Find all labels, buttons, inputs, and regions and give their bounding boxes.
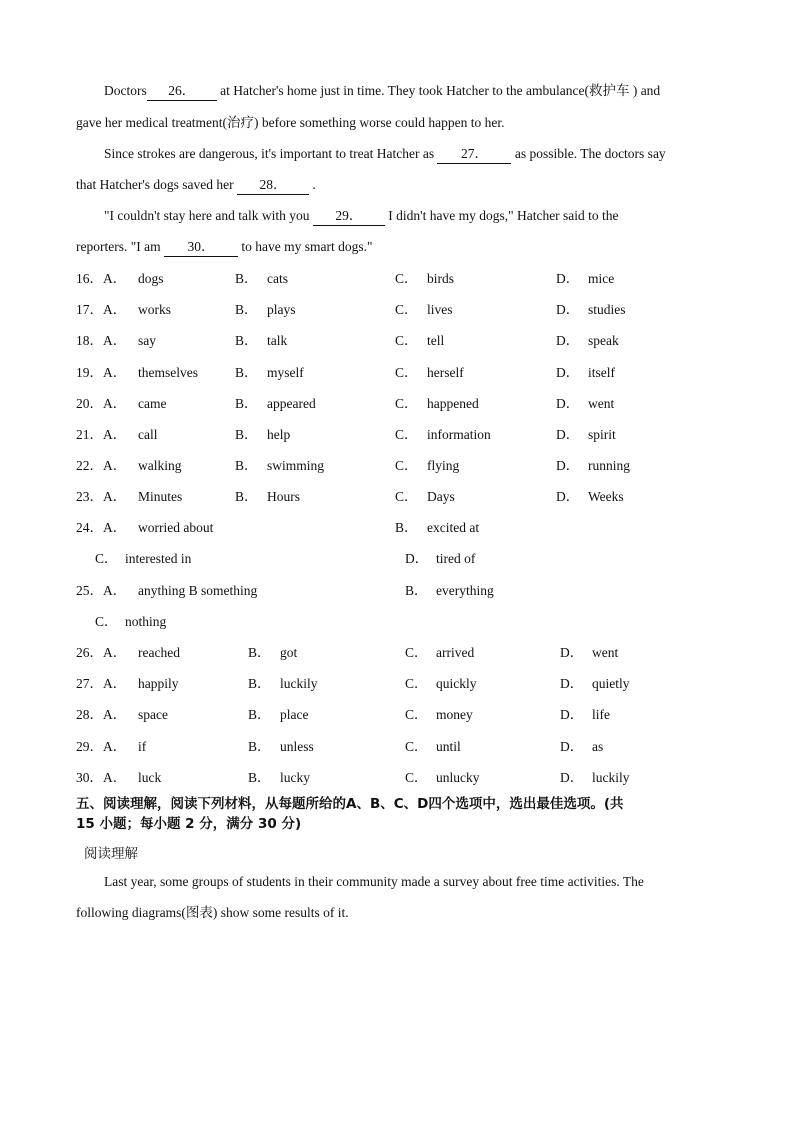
- question-21-d[interactable]: spirit: [588, 427, 616, 442]
- question-23-num: 23．A．: [76, 489, 127, 505]
- question-16-num: 16．A．: [76, 271, 127, 286]
- question-25-b-label: B．: [405, 583, 428, 598]
- question-19-num: 19．A．: [76, 364, 127, 380]
- question-16-a[interactable]: dogs: [138, 271, 164, 286]
- question-20-d[interactable]: went: [588, 395, 615, 411]
- question-22-b-label: B．: [235, 458, 258, 474]
- passage-text: Doctors: [104, 83, 147, 98]
- question-21-d-label: D．: [556, 427, 580, 442]
- passage-text: .: [309, 177, 316, 192]
- question-30-c-label: C．: [405, 769, 428, 785]
- question-23-a[interactable]: Minutes: [138, 489, 183, 505]
- question-27-num: 27．A．: [76, 676, 127, 692]
- question-30-c[interactable]: unlucky: [436, 769, 480, 785]
- intro-line-1: Last year, some groups of students in their community made a survey about free time activities. The: [104, 874, 644, 889]
- question-16-d[interactable]: mice: [588, 271, 615, 286]
- question-24-option-a[interactable]: worried about: [138, 520, 214, 535]
- question-22-d[interactable]: running: [588, 458, 630, 474]
- question-23-b[interactable]: Hours: [267, 489, 300, 505]
- intro-line-2: following diagrams(图表) show some results of it.: [76, 905, 349, 920]
- blank-28: 28．: [237, 176, 309, 195]
- question-28-b[interactable]: place: [280, 707, 309, 723]
- question-28-b-label: B．: [248, 707, 271, 723]
- question-16-d-label: D．: [556, 271, 580, 286]
- question-19-c[interactable]: herself: [427, 364, 464, 380]
- question-28-c[interactable]: money: [436, 707, 473, 723]
- question-22-d-label: D．: [556, 458, 580, 474]
- question-21-num: 21．A．: [76, 427, 127, 442]
- question-23-d-label: D．: [556, 489, 580, 505]
- question-29-c-label: C．: [405, 738, 428, 754]
- passage-text: I didn't have my dogs," Hatcher said to the: [384, 208, 619, 223]
- question-17-d-label: D．: [556, 302, 580, 318]
- question-16-c-label: C．: [395, 271, 418, 286]
- question-22-b[interactable]: swimming: [267, 458, 325, 474]
- passage-line-2: gave her medical treatment(治疗) before something worse could happen to her.: [76, 115, 505, 130]
- question-25-option-b[interactable]: everything: [436, 583, 494, 598]
- question-19-b-label: B．: [235, 364, 258, 380]
- section-heading-line-2: 15 小题；每小题 2 分，满分 30 分): [76, 816, 302, 832]
- question-27-c[interactable]: quickly: [436, 676, 477, 692]
- question-19-c-label: C．: [395, 364, 418, 380]
- question-27-b-label: B．: [248, 676, 271, 692]
- question-23-b-label: B．: [235, 489, 258, 505]
- question-20-a[interactable]: came: [138, 395, 167, 411]
- question-30-a[interactable]: luck: [138, 769, 162, 785]
- question-27-a[interactable]: happily: [138, 676, 179, 692]
- question-26-a[interactable]: reached: [138, 645, 180, 660]
- question-28-num: 28．A．: [76, 707, 127, 723]
- question-29-d-label: D．: [560, 738, 584, 754]
- question-24-option-b[interactable]: excited at: [427, 520, 480, 535]
- blank-27: 27．: [437, 145, 511, 164]
- question-24-option-c[interactable]: interested in: [125, 551, 192, 566]
- passage-text: "I couldn't stay here and talk with you: [104, 208, 313, 223]
- passage-text: reporters. "I am: [76, 239, 164, 254]
- question-16-c[interactable]: birds: [427, 271, 454, 286]
- question-20-num: 20．A．: [76, 395, 127, 411]
- question-29-num: 29．A．: [76, 738, 127, 754]
- question-22-c[interactable]: flying: [427, 458, 460, 474]
- passage-text: at Hatcher's home just in time. They took Hatcher to the ambulance(救护车 ) and: [216, 83, 661, 98]
- question-16-b[interactable]: cats: [267, 271, 288, 286]
- question-29-b[interactable]: unless: [280, 738, 314, 754]
- question-20-d-label: D．: [556, 395, 580, 411]
- question-25-num: 25．A．: [76, 583, 127, 598]
- question-18-a[interactable]: say: [138, 333, 156, 349]
- section-subheading: 阅读理解: [84, 846, 138, 862]
- question-18-c-label: C．: [395, 333, 418, 349]
- question-18-b-label: B．: [235, 333, 258, 349]
- question-29-a[interactable]: if: [138, 738, 147, 754]
- passage-line-3: [104, 145, 666, 164]
- passage-text: as possible. The doctors say: [511, 146, 666, 161]
- question-19-b[interactable]: myself: [267, 364, 304, 380]
- question-20-c-label: C．: [395, 395, 418, 411]
- section-heading-line-1: 五、阅读理解，阅读下列材料，从每题所给的A、B、C、D四个选项中，选出最佳选项。(共: [76, 796, 624, 812]
- question-30-num: 30．A．: [76, 769, 127, 785]
- question-25-c-label: C．: [95, 614, 118, 629]
- question-17-d[interactable]: studies: [588, 302, 626, 318]
- passage-line-1: [104, 82, 660, 101]
- section-heading: [76, 794, 726, 834]
- question-19-d[interactable]: itself: [588, 364, 615, 380]
- question-17-a[interactable]: works: [138, 302, 171, 318]
- question-30-b[interactable]: lucky: [280, 769, 310, 785]
- question-18-c[interactable]: tell: [427, 333, 445, 349]
- question-26-d-label: D．: [560, 645, 584, 660]
- question-29-b-label: B．: [248, 738, 271, 754]
- question-17-num: 17．A．: [76, 302, 127, 318]
- question-16-b-label: B．: [235, 271, 258, 286]
- question-17-b-label: B．: [235, 302, 258, 318]
- question-21-b[interactable]: help: [267, 427, 291, 442]
- question-23-d[interactable]: Weeks: [588, 489, 624, 505]
- question-26-c[interactable]: arrived: [436, 645, 475, 660]
- question-18-b[interactable]: talk: [267, 333, 288, 349]
- question-21-c[interactable]: information: [427, 427, 491, 442]
- passage-line-4: [76, 176, 316, 195]
- question-23-c[interactable]: Days: [427, 489, 455, 505]
- question-24-d-label: D．: [405, 551, 429, 566]
- question-17-c[interactable]: lives: [427, 302, 453, 318]
- question-19-d-label: D．: [556, 364, 580, 380]
- question-18-d-label: D．: [556, 333, 580, 349]
- question-26-d[interactable]: went: [592, 645, 619, 660]
- question-24-option-d[interactable]: tired of: [436, 551, 476, 566]
- question-17-b[interactable]: plays: [267, 302, 296, 318]
- question-27-b[interactable]: luckily: [280, 676, 318, 692]
- passage-line-6: [76, 238, 372, 257]
- question-21-a[interactable]: call: [138, 427, 158, 442]
- question-18-num: 18．A．: [76, 333, 127, 349]
- question-29-c[interactable]: until: [436, 738, 461, 754]
- question-20-c[interactable]: happened: [427, 395, 479, 411]
- passage-line-5: [104, 207, 619, 226]
- question-27-c-label: C．: [405, 676, 428, 692]
- question-26-num: 26．A．: [76, 645, 127, 660]
- question-24-num: 24．A．: [76, 520, 127, 535]
- question-29-d[interactable]: as: [592, 738, 604, 754]
- question-22-a[interactable]: walking: [138, 458, 182, 474]
- question-21-c-label: C．: [395, 427, 418, 442]
- blank-29: 29．: [313, 207, 385, 226]
- question-21-b-label: B．: [235, 427, 258, 442]
- question-19-a[interactable]: themselves: [138, 364, 198, 380]
- question-28-d-label: D．: [560, 707, 584, 723]
- question-26-c-label: C．: [405, 645, 428, 660]
- question-22-num: 22．A．: [76, 458, 127, 474]
- question-17-c-label: C．: [395, 302, 418, 318]
- question-27-d-label: D．: [560, 676, 584, 692]
- question-26-b[interactable]: got: [280, 645, 298, 660]
- question-30-d-label: D．: [560, 769, 584, 785]
- passage-text: to have my smart dogs.": [237, 239, 373, 254]
- question-27-d[interactable]: quietly: [592, 676, 630, 692]
- question-30-b-label: B．: [248, 769, 271, 785]
- blank-30: 30．: [164, 238, 238, 257]
- question-18-d[interactable]: speak: [588, 333, 619, 349]
- question-24-b-label: B．: [395, 520, 418, 535]
- question-25-option-a[interactable]: anything B something: [138, 583, 258, 598]
- blank-26: 26．: [147, 82, 217, 101]
- question-26-b-label: B．: [248, 645, 271, 660]
- question-25-option-c[interactable]: nothing: [125, 614, 167, 629]
- question-28-a[interactable]: space: [138, 707, 168, 723]
- question-28-c-label: C．: [405, 707, 428, 723]
- passage-text: Since strokes are dangerous, it's important to treat Hatcher as: [104, 146, 438, 161]
- question-20-b[interactable]: appeared: [267, 395, 316, 411]
- question-22-c-label: C．: [395, 458, 418, 474]
- question-28-d[interactable]: life: [592, 707, 610, 723]
- passage-text: that Hatcher's dogs saved her: [76, 177, 238, 192]
- question-20-b-label: B．: [235, 395, 258, 411]
- question-24-c-label: C．: [95, 551, 118, 566]
- question-30-d[interactable]: luckily: [592, 769, 630, 785]
- question-23-c-label: C．: [395, 489, 418, 505]
